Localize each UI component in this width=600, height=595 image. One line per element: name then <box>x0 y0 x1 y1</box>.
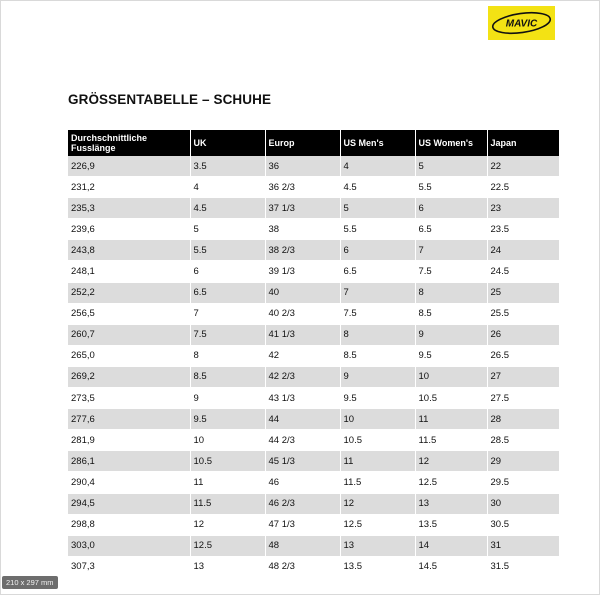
cell-us-womens: 9 <box>415 324 487 345</box>
cell-japan: 25.5 <box>487 303 559 324</box>
cell-japan: 26 <box>487 324 559 345</box>
cell-us-mens: 6 <box>340 240 415 261</box>
cell-us-womens: 11.5 <box>415 430 487 451</box>
cell-uk: 4 <box>190 177 265 198</box>
cell-foot-length: 269,2 <box>68 366 190 387</box>
table-row <box>68 514 559 535</box>
mavic-logo <box>488 6 555 40</box>
cell-foot-length: 248,1 <box>68 261 190 282</box>
column-header-us-womens: US Women's <box>415 130 487 156</box>
cell-europ: 36 2/3 <box>265 177 340 198</box>
cell-foot-length: 290,4 <box>68 472 190 493</box>
cell-europ: 44 <box>265 409 340 430</box>
logo-text: MAVIC <box>505 18 538 30</box>
cell-uk: 13 <box>190 556 265 577</box>
cell-europ: 44 2/3 <box>265 430 340 451</box>
cell-japan: 25 <box>487 282 559 303</box>
cell-japan: 28.5 <box>487 430 559 451</box>
cell-europ: 37 1/3 <box>265 198 340 219</box>
cell-us-mens: 11 <box>340 451 415 472</box>
cell-us-womens: 10 <box>415 366 487 387</box>
cell-foot-length: 294,5 <box>68 493 190 514</box>
cell-us-mens: 6.5 <box>340 261 415 282</box>
cell-europ: 41 1/3 <box>265 324 340 345</box>
size-table <box>68 130 559 578</box>
cell-us-womens: 5.5 <box>415 177 487 198</box>
table-row <box>68 198 559 219</box>
cell-europ: 36 <box>265 156 340 177</box>
cell-japan: 29.5 <box>487 472 559 493</box>
cell-us-womens: 13.5 <box>415 514 487 535</box>
cell-us-womens: 6 <box>415 198 487 219</box>
table-row <box>68 219 559 240</box>
cell-europ: 42 <box>265 345 340 366</box>
table-row <box>68 282 559 303</box>
table-row <box>68 345 559 366</box>
cell-us-mens: 5.5 <box>340 219 415 240</box>
table-header-row <box>68 130 559 156</box>
cell-foot-length: 256,5 <box>68 303 190 324</box>
cell-japan: 31 <box>487 535 559 556</box>
table-row <box>68 388 559 409</box>
cell-japan: 24.5 <box>487 261 559 282</box>
cell-uk: 6.5 <box>190 282 265 303</box>
cell-uk: 11.5 <box>190 493 265 514</box>
cell-uk: 5.5 <box>190 240 265 261</box>
cell-us-mens: 9 <box>340 366 415 387</box>
cell-foot-length: 281,9 <box>68 430 190 451</box>
cell-us-mens: 12 <box>340 493 415 514</box>
table-row <box>68 303 559 324</box>
cell-uk: 11 <box>190 472 265 493</box>
cell-us-mens: 11.5 <box>340 472 415 493</box>
cell-japan: 27.5 <box>487 388 559 409</box>
cell-us-mens: 10 <box>340 409 415 430</box>
cell-europ: 48 2/3 <box>265 556 340 577</box>
cell-us-womens: 7.5 <box>415 261 487 282</box>
cell-europ: 43 1/3 <box>265 388 340 409</box>
cell-uk: 5 <box>190 219 265 240</box>
cell-japan: 30.5 <box>487 514 559 535</box>
cell-us-womens: 12.5 <box>415 472 487 493</box>
table-row <box>68 409 559 430</box>
cell-japan: 30 <box>487 493 559 514</box>
cell-us-mens: 7 <box>340 282 415 303</box>
cell-japan: 27 <box>487 366 559 387</box>
cell-foot-length: 277,6 <box>68 409 190 430</box>
column-header-foot-length: Durchschnittliche Fusslänge <box>68 130 190 156</box>
cell-uk: 12 <box>190 514 265 535</box>
cell-japan: 31.5 <box>487 556 559 577</box>
cell-uk: 8 <box>190 345 265 366</box>
cell-uk: 9.5 <box>190 409 265 430</box>
cell-us-womens: 5 <box>415 156 487 177</box>
cell-foot-length: 307,3 <box>68 556 190 577</box>
cell-us-mens: 12.5 <box>340 514 415 535</box>
cell-us-mens: 13 <box>340 535 415 556</box>
cell-us-mens: 8.5 <box>340 345 415 366</box>
cell-uk: 3.5 <box>190 156 265 177</box>
cell-uk: 10 <box>190 430 265 451</box>
cell-us-womens: 13 <box>415 493 487 514</box>
cell-europ: 39 1/3 <box>265 261 340 282</box>
cell-europ: 40 <box>265 282 340 303</box>
table-row <box>68 366 559 387</box>
table-row <box>68 156 559 177</box>
cell-uk: 9 <box>190 388 265 409</box>
cell-foot-length: 235,3 <box>68 198 190 219</box>
cell-uk: 7 <box>190 303 265 324</box>
cell-japan: 22.5 <box>487 177 559 198</box>
table-row <box>68 430 559 451</box>
table-body <box>68 156 559 577</box>
cell-uk: 12.5 <box>190 535 265 556</box>
cell-us-mens: 10.5 <box>340 430 415 451</box>
cell-europ: 38 2/3 <box>265 240 340 261</box>
cell-japan: 28 <box>487 409 559 430</box>
table-row <box>68 240 559 261</box>
cell-foot-length: 252,2 <box>68 282 190 303</box>
cell-japan: 26.5 <box>487 345 559 366</box>
table-row <box>68 177 559 198</box>
cell-uk: 7.5 <box>190 324 265 345</box>
cell-europ: 45 1/3 <box>265 451 340 472</box>
cell-europ: 40 2/3 <box>265 303 340 324</box>
cell-foot-length: 286,1 <box>68 451 190 472</box>
cell-us-womens: 8 <box>415 282 487 303</box>
cell-foot-length: 239,6 <box>68 219 190 240</box>
cell-europ: 42 2/3 <box>265 366 340 387</box>
cell-us-womens: 9.5 <box>415 345 487 366</box>
column-header-europ: Europ <box>265 130 340 156</box>
cell-us-womens: 11 <box>415 409 487 430</box>
table-row <box>68 472 559 493</box>
cell-us-womens: 7 <box>415 240 487 261</box>
cell-foot-length: 226,9 <box>68 156 190 177</box>
cell-us-mens: 5 <box>340 198 415 219</box>
cell-uk: 10.5 <box>190 451 265 472</box>
cell-foot-length: 231,2 <box>68 177 190 198</box>
table-row <box>68 451 559 472</box>
cell-us-mens: 4.5 <box>340 177 415 198</box>
cell-europ: 46 <box>265 472 340 493</box>
cell-us-womens: 12 <box>415 451 487 472</box>
cell-us-mens: 13.5 <box>340 556 415 577</box>
cell-japan: 24 <box>487 240 559 261</box>
cell-us-mens: 7.5 <box>340 303 415 324</box>
cell-japan: 29 <box>487 451 559 472</box>
cell-us-mens: 4 <box>340 156 415 177</box>
cell-europ: 46 2/3 <box>265 493 340 514</box>
cell-us-womens: 6.5 <box>415 219 487 240</box>
table-row <box>68 324 559 345</box>
cell-uk: 6 <box>190 261 265 282</box>
cell-foot-length: 243,8 <box>68 240 190 261</box>
cell-us-womens: 14 <box>415 535 487 556</box>
page-title: GRÖSSENTABELLE – SCHUHE <box>68 92 272 107</box>
cell-europ: 48 <box>265 535 340 556</box>
table-row <box>68 493 559 514</box>
cell-japan: 23.5 <box>487 219 559 240</box>
cell-japan: 22 <box>487 156 559 177</box>
cell-foot-length: 265,0 <box>68 345 190 366</box>
cell-us-womens: 10.5 <box>415 388 487 409</box>
cell-foot-length: 260,7 <box>68 324 190 345</box>
mavic-logo-mark <box>488 6 555 40</box>
cell-foot-length: 273,5 <box>68 388 190 409</box>
cell-foot-length: 303,0 <box>68 535 190 556</box>
column-header-us-mens: US Men's <box>340 130 415 156</box>
cell-uk: 8.5 <box>190 366 265 387</box>
cell-us-womens: 14.5 <box>415 556 487 577</box>
cell-us-womens: 8.5 <box>415 303 487 324</box>
cell-europ: 47 1/3 <box>265 514 340 535</box>
cell-us-mens: 9.5 <box>340 388 415 409</box>
table-row <box>68 261 559 282</box>
table-row <box>68 556 559 577</box>
cell-uk: 4.5 <box>190 198 265 219</box>
table-row <box>68 535 559 556</box>
cell-us-mens: 8 <box>340 324 415 345</box>
column-header-japan: Japan <box>487 130 559 156</box>
cell-japan: 23 <box>487 198 559 219</box>
cell-foot-length: 298,8 <box>68 514 190 535</box>
column-header-uk: UK <box>190 130 265 156</box>
page-size-badge: 210 x 297 mm <box>2 576 58 589</box>
cell-europ: 38 <box>265 219 340 240</box>
